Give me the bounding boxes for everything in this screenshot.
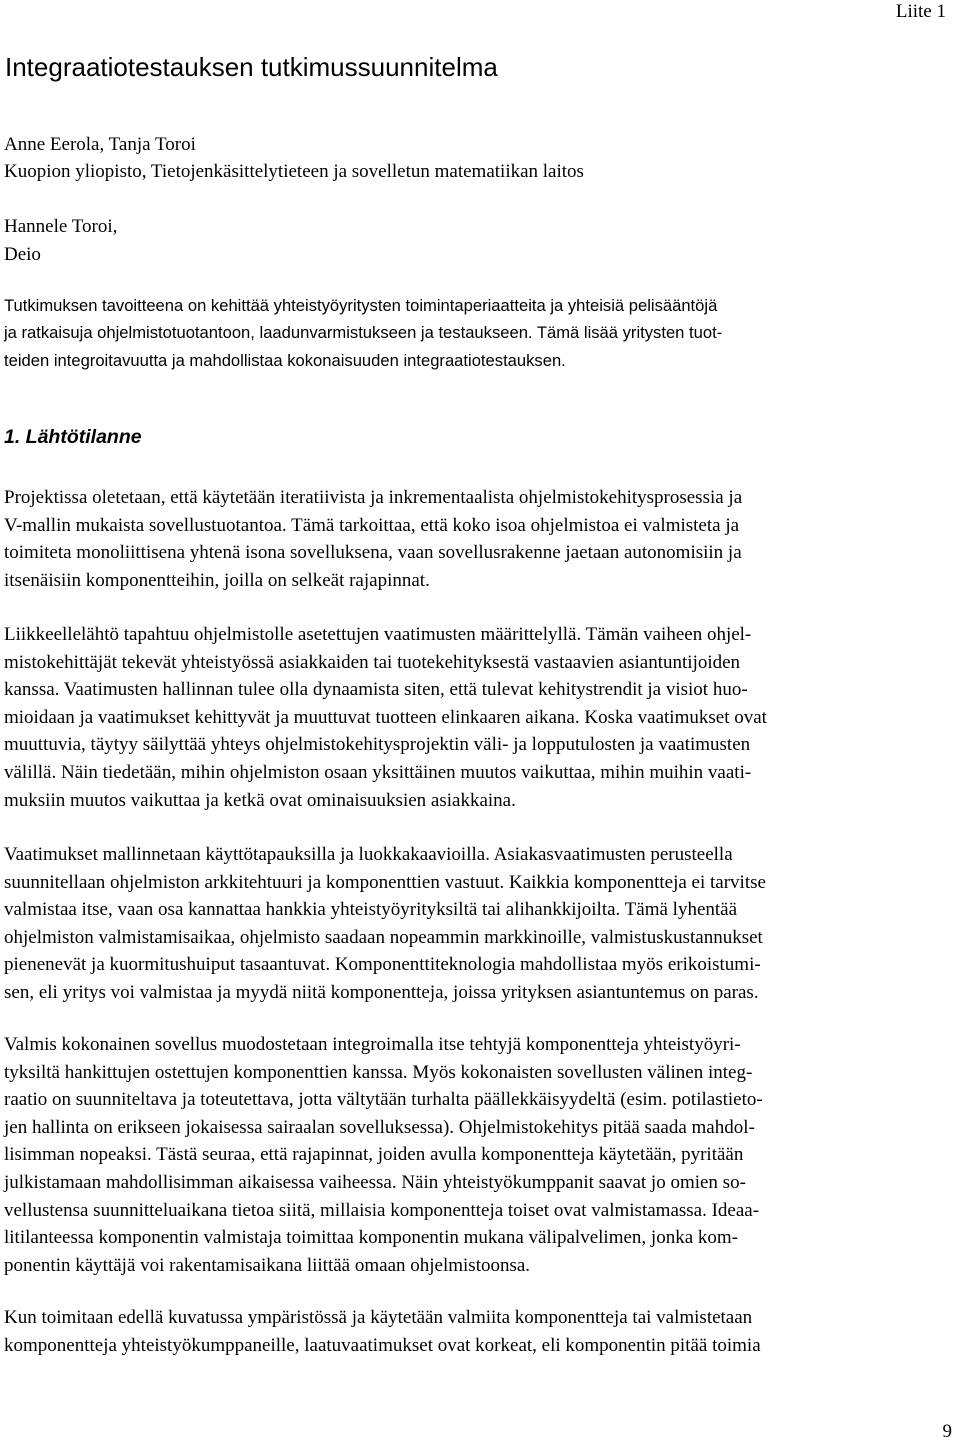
paragraph-line: pienenevät ja kuormitushuiput tasaantuvat. Komponenttiteknologia mahdollistaa myös erikoistumi- [4,954,761,976]
paragraph-line: valmistaa itse, vaan osa kannattaa hankkia yhteistyöyrityksiltä tai alihankkijoilta. Tämä lyhentää [4,899,738,921]
author-names: Anne Eerola, Tanja Toroi [4,134,196,155]
paragraph-line: julkistamaan mahdollisimman aikaisessa vaiheessa. Näin yhteistyökumppanit saavat jo omien so- [4,1171,746,1193]
paragraph-line: kanssa. Vaatimusten hallinnan tulee olla dynaamista siten, että tulevat kehitystrendit ja visiot huo- [4,679,748,701]
paragraph-line: komponentteja yhteistyökumppaneille, laatuvaatimukset ovat korkeat, eli komponentin pitää toimia [4,1334,761,1356]
paragraph-line: ohjelmiston valmistamisaikaa, ohjelmisto saadaan nopeammin markkinoille, valmistuskustannukset [4,926,763,948]
paragraph-line: Valmis kokonainen sovellus muodostetaan integroimalla itse tehtyjä komponentteja yhteistyöyri- [4,1034,741,1055]
paragraph-line: vellustensa suunnitteluaikana tietoa siitä, millaisia komponentteja toiset ovat valmistamassa. Ideaa- [4,1199,760,1221]
intro-paragraph [4,292,952,374]
body-paragraph-3 [4,841,766,1007]
intro-line: ja ratkaisuja ohjelmistotuotantoon, laadunvarmistukseen ja testaukseen. Tämä lisää yritysten tuot- [4,323,723,343]
body-paragraph-2 [4,621,767,814]
paragraph-line: suunnitellaan ohjelmiston arkkitehtuuri ja komponenttien vastuut. Kaikkia komponentteja ei tarvitse [4,871,766,893]
paragraph-line: V-mallin mukaista sovellustuotantoa. Tämä tarkoittaa, että koko isoa ohjelmistoa ei valmisteta ja [4,514,740,536]
author-affiliation: Kuopion yliopisto, Tietojenkäsittelytieteen ja sovelletun matematiikan laitos [4,161,584,182]
page-number: 9 [942,1421,952,1442]
section-heading: 1. Lähtötilanne [4,426,142,448]
intro-line: Tutkimuksen tavoitteena on kehittää yhteistyöyritysten toimintaperiaatteita ja yhteisiä pelisääntöjä [4,296,718,315]
paragraph-line: Projektissa oletetaan, että käytetään iteratiivista ja inkrementaalista ohjelmistokehitysprosessia ja [4,487,743,508]
paragraph-line: mioidaan ja vaatimukset kehittyvät ja muuttuvat tuotteen elinkaaren aikana. Koska vaatimukset ovat [4,706,767,728]
intro-line: teiden integroitavuutta ja mahdollistaa kokonaisuuden integraatiotestauksen. [4,350,566,370]
paragraph-line: litilanteessa komponentin valmistaja toimittaa komponentin mukana välipalvelimen, jonka kom- [4,1227,738,1249]
paragraph-line: Kun toimitaan edellä kuvatussa ympäristössä ja käytetään valmiita komponentteja tai valmistetaan [4,1307,753,1328]
body-paragraph-1 [4,484,742,594]
document-title: Integraatiotestauksen tutkimussuunnitelma [5,52,498,82]
paragraph-line: toimiteta monoliittisena yhtenä isona sovelluksena, vaan sovellusrakenne jaetaan autonomisiin ja [4,542,742,564]
paragraph-line: jen hallinta on erikseen jokaisessa sairaalan sovelluksessa). Ohjelmistokehitys pitää saada mahdol- [4,1116,755,1138]
paragraph-line: mistokehittäjät tekevät yhteistyössä asiakkaiden tai tuotekehityksestä vastaavien asiantuntijoiden [4,651,741,673]
paragraph-line: lisimman nopeaksi. Tästä seuraa, että rajapinnat, joiden avulla komponentteja käytetään, pyritään [4,1144,744,1166]
paragraph-line: Vaatimukset mallinnetaan käyttötapauksilla ja luokkakaavioilla. Asiakasvaatimusten perusteella [4,844,733,865]
author-organization: Deio [4,244,41,265]
paragraph-line: ponentin käyttäjä voi rakentamisaikana liittää omaan ohjelmistoonsa. [4,1254,531,1276]
paragraph-line: Liikkeellelähtö tapahtuu ohjelmistolle asetettujen vaatimusten määrittelyllä. Tämän vaiheen ohjel- [4,624,752,645]
paragraph-line: itsenäisiin komponentteihin, joilla on selkeät rajapinnat. [4,569,430,591]
appendix-label: Liite 1 [895,1,946,22]
paragraph-line: tyksiltä hankittujen ostettujen komponenttien kanssa. Myös kokonaisten sovellusten välinen integ- [4,1061,753,1083]
author-name-second: Hannele Toroi, [4,216,118,237]
body-paragraph-4 [4,1031,763,1279]
paragraph-line: muuttuvia, täytyy säilyttää yhteys ohjelmistokehitysprojektin väli- ja lopputulosten ja vaatimusten [4,734,751,756]
paragraph-line: välillä. Näin tiedetään, mihin ohjelmiston osaan yksittäinen muutos vaikuttaa, mihin muihin vaati- [4,761,752,783]
paragraph-line: sen, eli yritys voi valmistaa ja myydä niitä komponentteja, joissa yrityksen asiantuntemus on paras. [4,981,759,1003]
paragraph-line: muksiin muutos vaikuttaa ja ketkä ovat ominaisuuksien asiakkaina. [4,789,516,811]
paragraph-line: raatio on suunniteltava ja toteutettava, jotta vältytään turhalta päällekkäisyydeltä (esim. potilastieto- [4,1089,763,1111]
body-paragraph-5 [4,1304,761,1359]
